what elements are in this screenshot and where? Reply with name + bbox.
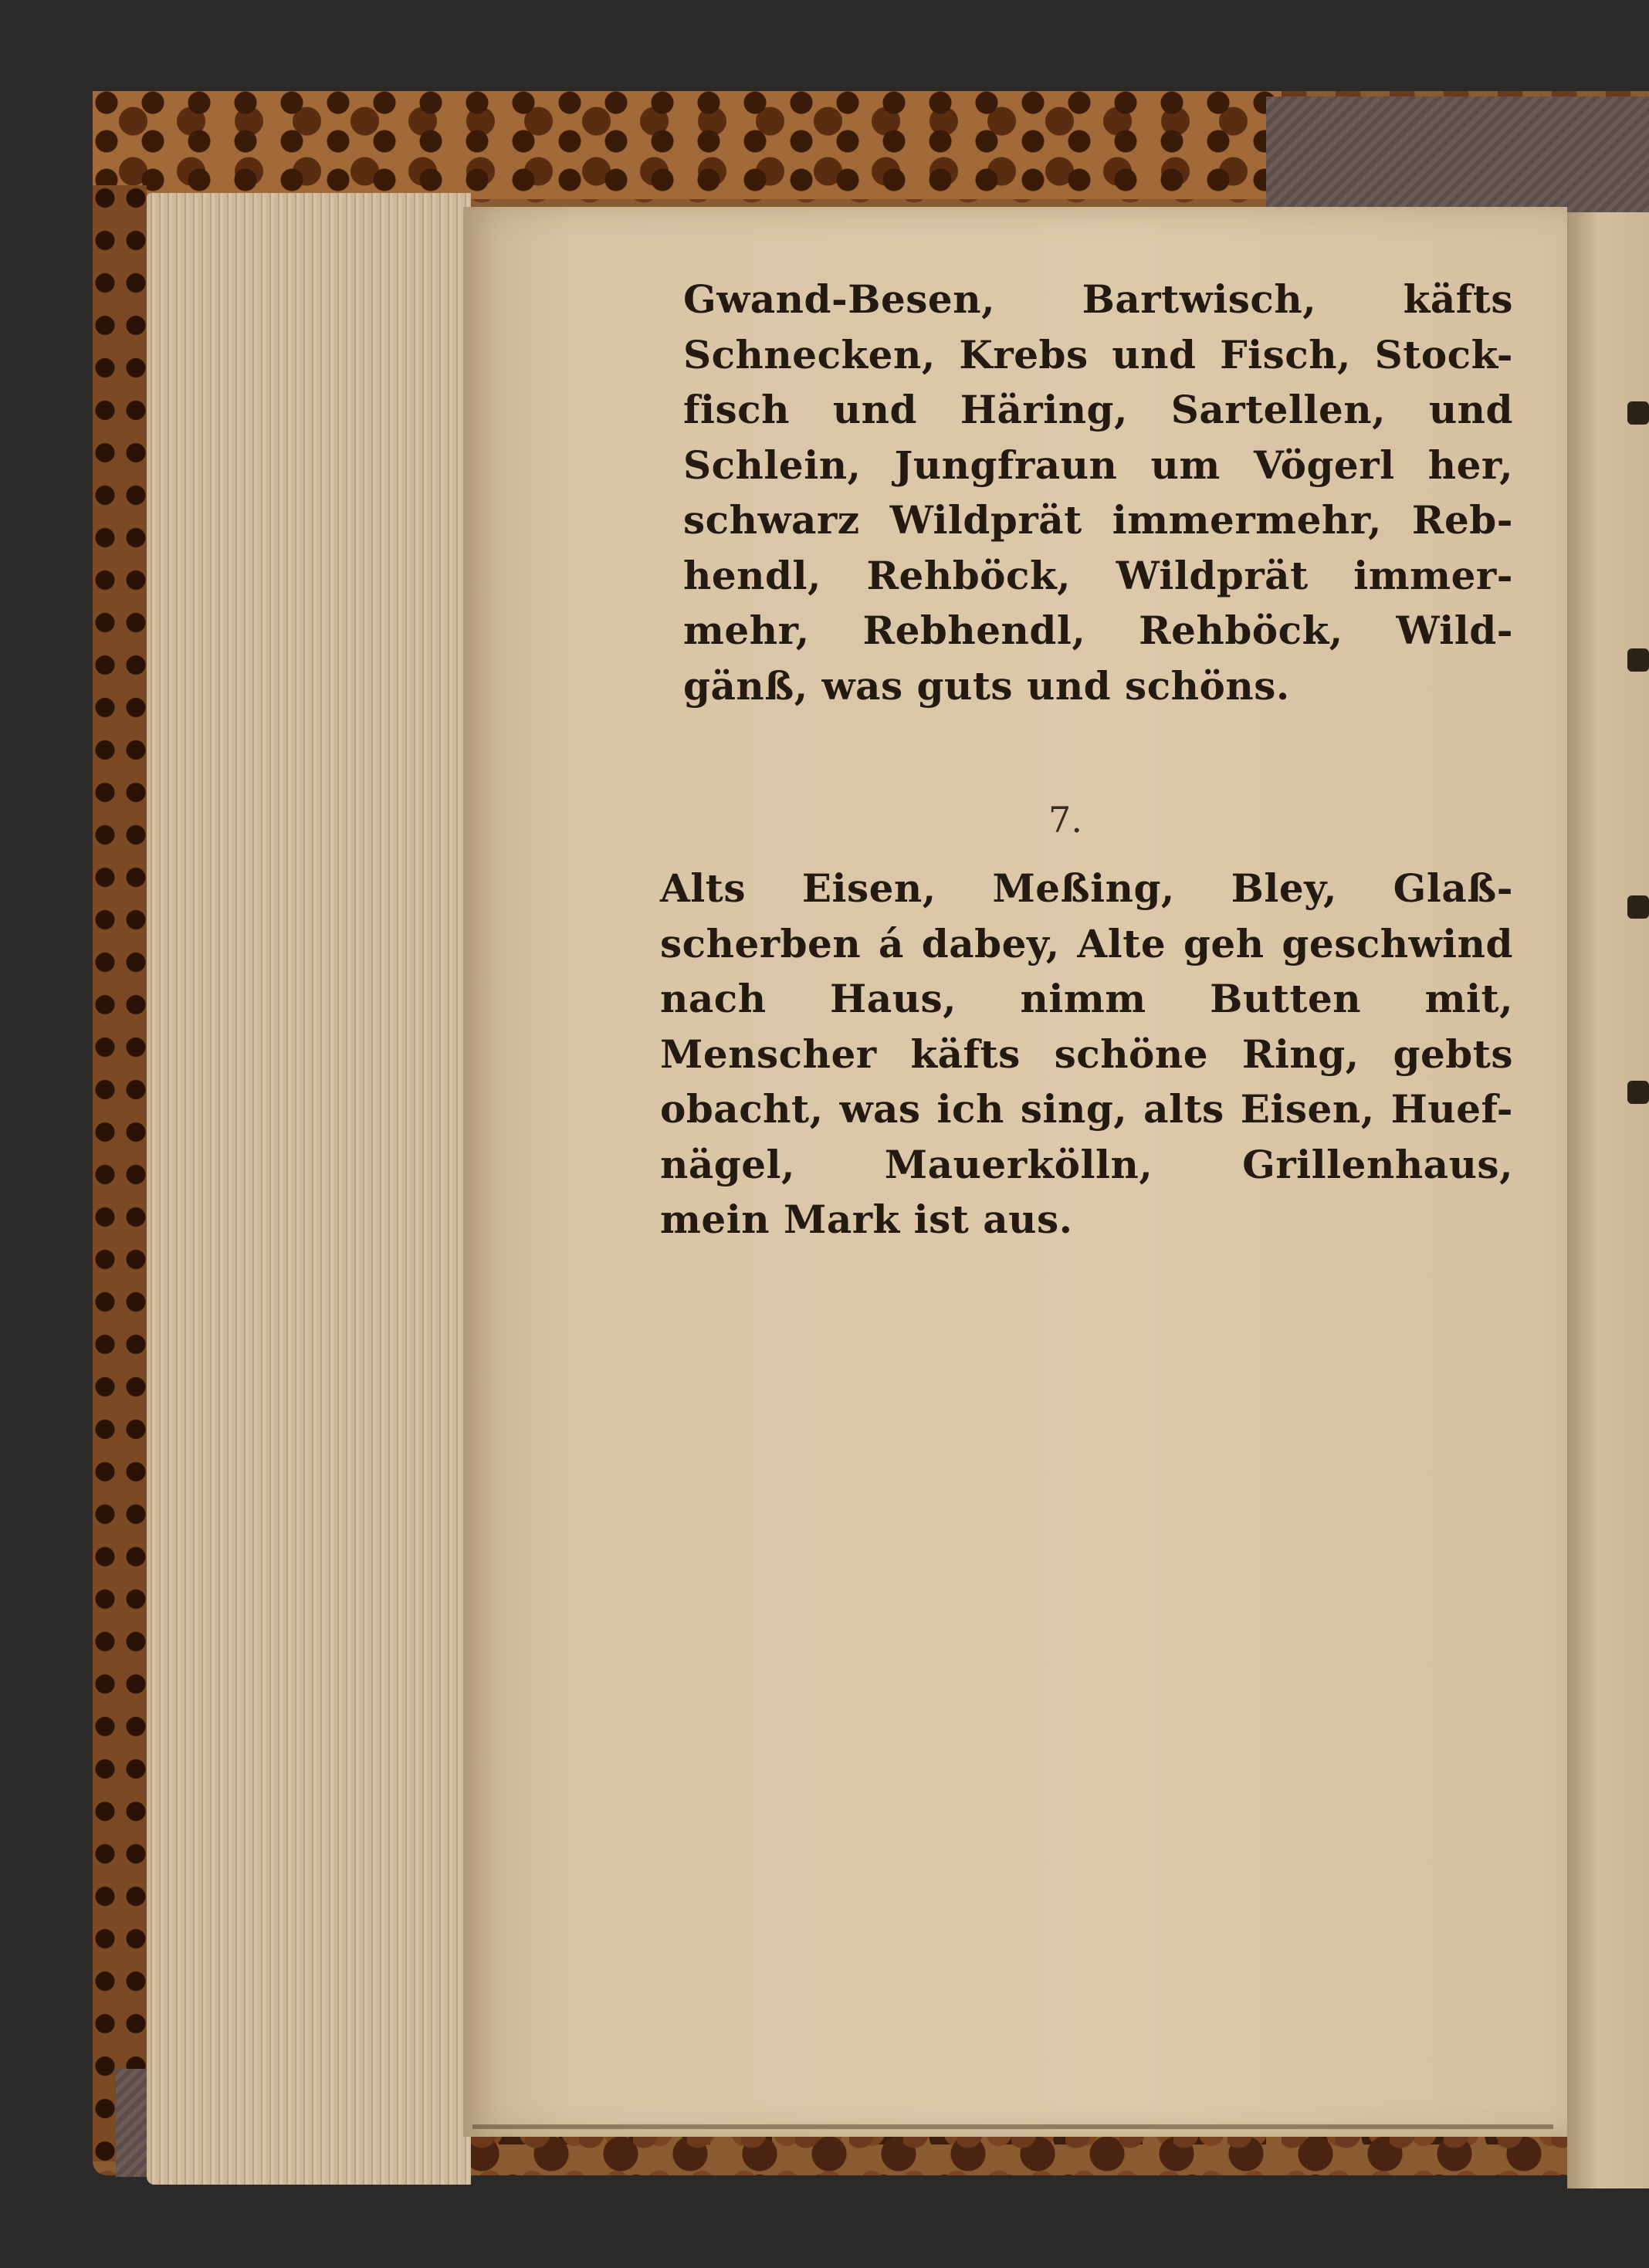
text-line: mein Mark ist aus.	[660, 1197, 1073, 1242]
text-line: gänß, was guts und schöns.	[683, 662, 1290, 709]
text-line: mehr, Rebhendl, Rehböck, Wild-	[683, 608, 1513, 653]
next-page-edge	[1567, 212, 1649, 2188]
book-cover-top-edge	[93, 91, 1282, 199]
section-number: 7.	[1048, 799, 1082, 841]
next-page-ink-mark	[1627, 648, 1649, 672]
next-page-ink-mark	[1627, 1081, 1649, 1104]
text-line: fisch und Häring, Sartellen, und	[683, 387, 1513, 432]
spine-cloth	[1266, 96, 1649, 220]
page-bottom-shadow	[472, 2124, 1553, 2129]
page-edges	[147, 193, 471, 2185]
text-line: schwarz Wildprät immermehr, Reb-	[683, 497, 1513, 543]
next-page-ink-mark	[1627, 401, 1649, 425]
text-line: Gwand-Besen, Bartwisch, käfts	[683, 276, 1513, 322]
text-line: Menscher käfts schöne Ring, gebts	[660, 1031, 1513, 1077]
text-line: scherben á dabey, Alte geh geschwind	[660, 920, 1513, 966]
text-line: obacht, was ich sing, alts Eisen, Huef-	[660, 1086, 1513, 1132]
text-line: Alts Eisen, Meßing, Bley, Glaß-	[660, 865, 1513, 911]
text-line: Schnecken, Krebs und Fisch, Stock-	[683, 331, 1513, 377]
text-line: Schlein, Jungfraun um Vögerl her,	[683, 442, 1513, 488]
cover-left-edge	[93, 185, 147, 2161]
text-line: hendl, Rehböck, Wildprät immer-	[683, 552, 1513, 598]
paragraph-1	[614, 272, 1513, 713]
paragraph-2	[614, 861, 1513, 1247]
text-line: nägel, Mauerkölln, Grillenhaus,	[660, 1141, 1513, 1187]
next-page-ink-mark	[1627, 895, 1649, 919]
text-line: nach Haus, nimm Butten mit,	[660, 976, 1513, 1021]
